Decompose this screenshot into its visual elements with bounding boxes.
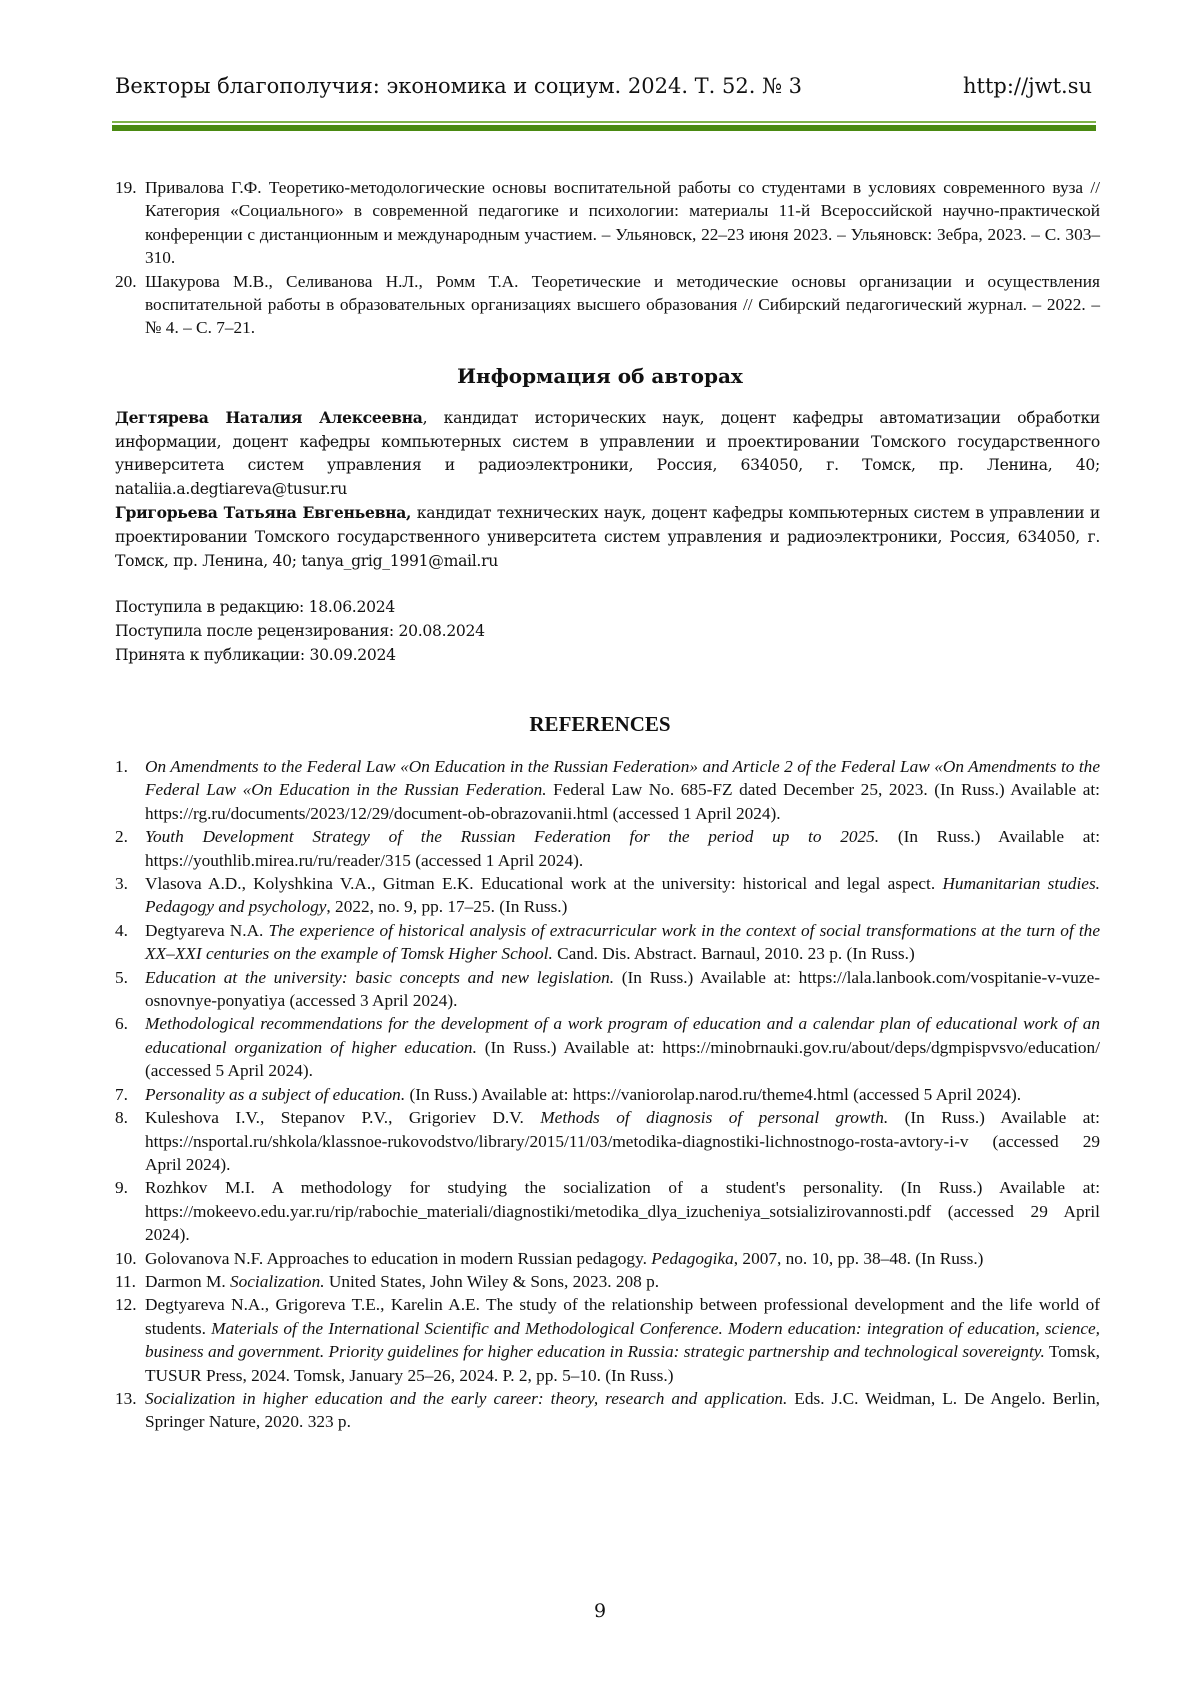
reference-item xyxy=(115,1176,1100,1246)
reference-title-italic: Education at the university: basic concepts and new legislation. xyxy=(145,968,614,987)
reference-item xyxy=(115,872,1100,919)
header-rule-thin xyxy=(112,121,1096,123)
reference-segment: Tomsk, TUSUR Press, 2024. Tomsk, January 25–26, 2024. P. 2, pp. 5–10. (In Russ.) xyxy=(145,1342,1100,1384)
reference-item xyxy=(115,1106,1100,1176)
reference-text xyxy=(145,825,1100,872)
reference-number: 9. xyxy=(115,1176,145,1246)
reference-title-italic: Socialization in higher education and the early career: theory, research and application. xyxy=(145,1389,787,1408)
reference-segment: Eds. J.C. Weidman, L. De Angelo. Berlin, Springer Nature, 2020. 323 p. xyxy=(145,1389,1100,1431)
author-details: , кандидат исторических наук, доцент кафедры автоматизации обработки информации, доцент кафедры компьютерных систем в управлении и проектировании Томского государственного университета систем управления и радиоэлектроники, Россия, 634050, г. Томск, пр. Ленина, 40; nataliia.a.degtiareva@tusur.ru xyxy=(115,409,1100,498)
running-header xyxy=(115,74,1092,98)
reference-number: 13. xyxy=(115,1387,145,1434)
reference-segment: Degtyareva N.A. xyxy=(145,921,269,940)
reference-segment: Degtyareva N.A., Grigoreva T.E., Karelin A.E. The study of the relationship between professional development and the life world of students. xyxy=(145,1295,1100,1337)
reference-text xyxy=(145,1106,1100,1176)
header-rule-thick xyxy=(112,125,1096,131)
reference-text xyxy=(145,1387,1100,1434)
reference-title-italic: Socialization. xyxy=(230,1272,325,1291)
reference-text xyxy=(145,966,1100,1013)
reference-number: 1. xyxy=(115,755,145,825)
reference-title-italic: Pedagogika xyxy=(651,1249,734,1268)
reference-item xyxy=(115,270,1100,340)
reference-text xyxy=(145,1247,1100,1270)
reference-item xyxy=(115,919,1100,966)
reference-segment: United States, John Wiley & Sons, 2023. 208 p. xyxy=(325,1272,660,1291)
reference-text xyxy=(145,872,1100,919)
reference-item xyxy=(115,1270,1100,1293)
author-name: Дегтярева Наталия Алексеевна xyxy=(115,408,423,427)
reference-title-italic: Methods of diagnosis of personal growth. xyxy=(540,1108,888,1127)
journal-url[interactable]: http://jwt.su xyxy=(963,74,1092,98)
author-details: кандидат технических наук, доцент кафедры компьютерных систем в управлении и проектировании Томского государственного университета систем управления и радиоэлектроники, Россия, 634050, г. Томск, пр. Ленина, 40; tanya_grig_1991@mail.ru xyxy=(115,504,1100,569)
reference-item xyxy=(115,825,1100,872)
reference-item xyxy=(115,755,1100,825)
reference-segment: Привалова Г.Ф. Теоретико-методологические основы воспитательной работы со студентами в условиях современного вуза // Категория «Социального» в современной педагогике и психологии: материалы 11-й Всероссийской научно-практической конференции с дистанционным и международным участием. – Ульяновск, 22–23 июня 2023. – Ульяновск: Зебра, 2023. – С. 303–310. xyxy=(145,178,1100,267)
reference-segment: (In Russ.) Available at: https://minobrnauki.gov.ru/about/deps/dgmpispvsvo/education/ (accessed 5 April 2024). xyxy=(145,1038,1100,1080)
reference-segment: (In Russ.) Available at: https://lala.lanbook.com/vospitanie-v-vuze-osnovnye-ponyatiya (accessed 3 April 2024). xyxy=(145,968,1100,1010)
reference-number: 5. xyxy=(115,966,145,1013)
reference-text xyxy=(145,1176,1100,1246)
reference-number: 19. xyxy=(115,176,145,270)
reference-title-italic: Humanitarian studies. Pedagogy and psychology xyxy=(145,874,1100,916)
russian-reference-list xyxy=(115,176,1100,340)
reference-segment: Darmon M. xyxy=(145,1272,230,1291)
reference-text xyxy=(145,919,1100,966)
reference-segment: Federal Law No. 685-FZ dated December 25, 2023. (In Russ.) Available at: https://rg.ru/documents/2023/12/29/document-ob-obrazovanii.html (accessed 1 April 2024). xyxy=(145,780,1100,822)
reference-text xyxy=(145,1293,1100,1387)
publication-dates xyxy=(115,595,485,667)
reference-title-italic: Materials of the International Scientific and Methodological Conference. Modern education: integration of education, science, business and government. Priority guidelines for higher education in Russia: strategic partnership and technological sovereignty. xyxy=(145,1319,1100,1361)
reference-item xyxy=(115,1012,1100,1082)
reference-number: 2. xyxy=(115,825,145,872)
reference-item xyxy=(115,1293,1100,1387)
reference-text xyxy=(145,1012,1100,1082)
reference-segment: (In Russ.) Available at: https://vaniorolap.narod.ru/theme4.html (accessed 5 April 2024). xyxy=(405,1085,1021,1104)
reference-segment: , 2022, no. 9, pp. 17–25. (In Russ.) xyxy=(326,897,567,916)
reference-segment: (In Russ.) Available at: https://nsportal.ru/shkola/klassnoe-rukovodstvo/library/2015/11/03/metodika-diagnostiki-lichnostnogo-rosta-avtory-i-v (accessed 29 April 2024). xyxy=(145,1108,1100,1174)
reference-segment: Cand. Dis. Abstract. Barnaul, 2010. 23 p. (In Russ.) xyxy=(553,944,915,963)
reference-number: 8. xyxy=(115,1106,145,1176)
reference-item xyxy=(115,1083,1100,1106)
reference-item xyxy=(115,176,1100,270)
reference-title-italic: Methodological recommendations for the development of a work program of education and a calendar plan of educational work of an educational organization of higher education. xyxy=(145,1014,1100,1056)
authors-heading: Информация об авторах xyxy=(0,364,1200,388)
reference-segment: Kuleshova I.V., Stepanov P.V., Grigoriev D.V. xyxy=(145,1108,540,1127)
reference-segment: Шакурова М.В., Селиванова Н.Л., Ромм Т.А. Теоретические и методические основы организации и осуществления воспитательной работы в образовательных организациях высшего образования // Сибирский педагогический журнал. – 2022. – № 4. – С. 7–21. xyxy=(145,272,1100,338)
reference-number: 20. xyxy=(115,270,145,340)
reference-text xyxy=(145,1270,1100,1293)
reference-segment: (In Russ.) Available at: https://youthlib.mirea.ru/ru/reader/315 (accessed 1 April 2024). xyxy=(145,827,1100,869)
page-number: 9 xyxy=(0,1600,1200,1622)
author-entry xyxy=(115,501,1100,573)
journal-title: Векторы благополучия: экономика и социум. 2024. Т. 52. № 3 xyxy=(115,74,802,98)
reference-text xyxy=(145,176,1100,270)
revised-date: Поступила после рецензирования: 20.08.2024 xyxy=(115,619,485,643)
reference-number: 6. xyxy=(115,1012,145,1082)
reference-item xyxy=(115,966,1100,1013)
english-reference-list xyxy=(115,755,1100,1434)
reference-text xyxy=(145,755,1100,825)
reference-item xyxy=(115,1247,1100,1270)
reference-number: 4. xyxy=(115,919,145,966)
reference-segment: Rozhkov M.I. A methodology for studying the socialization of a student's personality. (In Russ.) Available at: https://mokeevo.edu.yar.ru/rip/rabochie_materiali/diagnostiki/metodika_dlya_izucheniya_sotsializirovannosti.pdf (accessed 29 April 2024). xyxy=(145,1178,1100,1244)
reference-number: 11. xyxy=(115,1270,145,1293)
reference-text xyxy=(145,270,1100,340)
reference-number: 12. xyxy=(115,1293,145,1387)
reference-number: 10. xyxy=(115,1247,145,1270)
reference-title-italic: Personality as a subject of education. xyxy=(145,1085,405,1104)
reference-title-italic: On Amendments to the Federal Law «On Education in the Russian Federation» and Article 2 of the Federal Law «On Amendments to the Federal Law «On Education in the Russian Federation. xyxy=(145,757,1100,799)
reference-segment: Vlasova A.D., Kolyshkina V.A., Gitman E.K. Educational work at the university: historical and legal aspect. xyxy=(145,874,942,893)
references-heading: REFERENCES xyxy=(0,712,1200,737)
author-info xyxy=(115,406,1100,573)
reference-item xyxy=(115,1387,1100,1434)
author-name: Григорьева Татьяна Евгеньевна, xyxy=(115,503,411,522)
reference-title-italic: Youth Development Strategy of the Russian Federation for the period up to 2025. xyxy=(145,827,879,846)
reference-number: 7. xyxy=(115,1083,145,1106)
reference-title-italic: The experience of historical analysis of extracurricular work in the context of social transformations at the turn of the XX–XXI centuries on the example of Tomsk Higher School. xyxy=(145,921,1100,963)
reference-segment: Golovanova N.F. Approaches to education in modern Russian pedagogy. xyxy=(145,1249,651,1268)
reference-text xyxy=(145,1083,1100,1106)
reference-segment: , 2007, no. 10, pp. 38–48. (In Russ.) xyxy=(734,1249,984,1268)
reference-number: 3. xyxy=(115,872,145,919)
author-entry xyxy=(115,406,1100,501)
received-date: Поступила в редакцию: 18.06.2024 xyxy=(115,595,485,619)
accepted-date: Принята к публикации: 30.09.2024 xyxy=(115,643,485,667)
